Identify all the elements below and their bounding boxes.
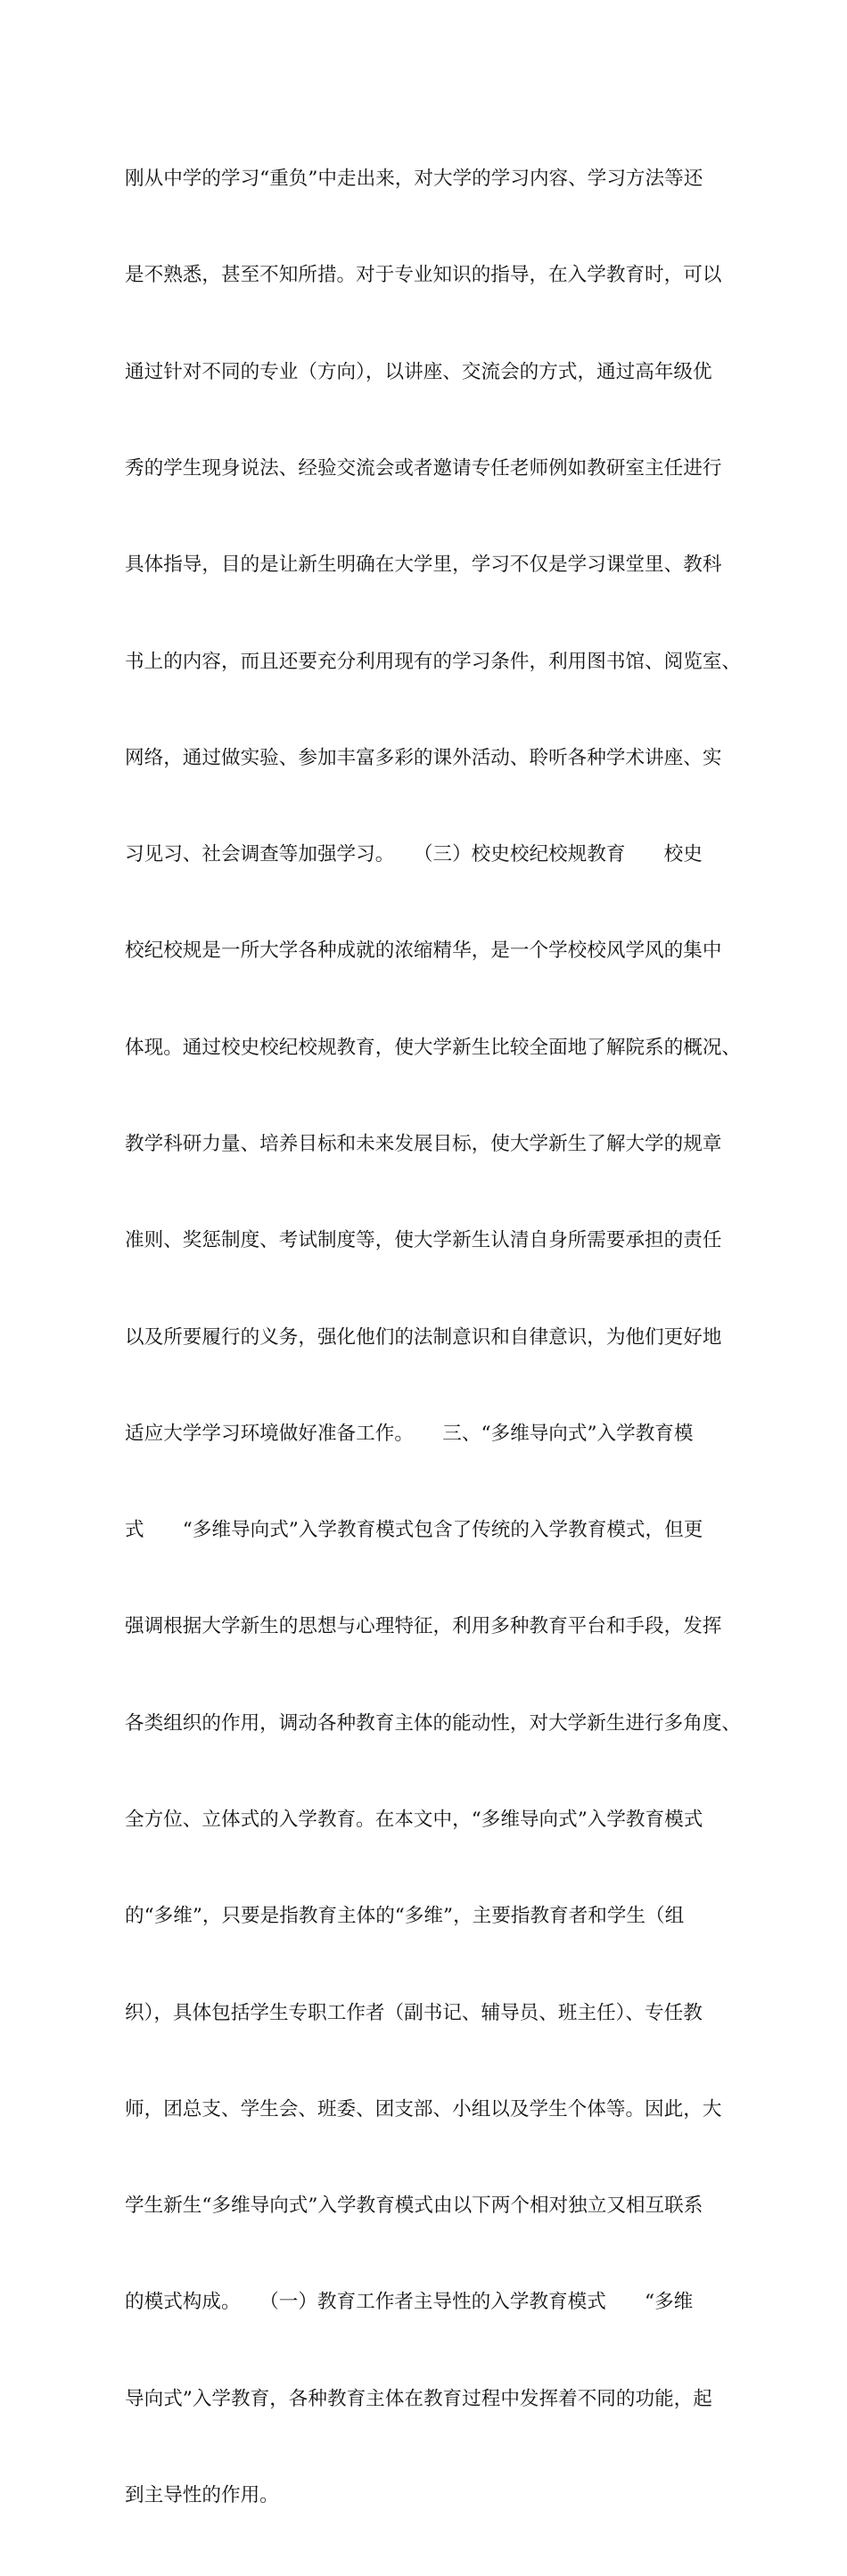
text-line: 以及所要履行的义务，强化他们的法制意识和自律意识，为他们更好地 xyxy=(125,1325,722,1349)
text-line: 全方位、立体式的入学教育。在本文中，“多维导向式”入学教育模式 xyxy=(125,1808,703,1831)
text-line: 导向式”入学教育，各种教育主体在教育过程中发挥着不同的功能，起 xyxy=(125,2387,712,2410)
text-line: 各类组织的作用，调动各种教育主体的能动性，对大学新生进行多角度、 xyxy=(125,1711,742,1735)
text-line: 式 “多维导向式”入学教育模式包含了传统的入学教育模式，但更 xyxy=(125,1519,703,1542)
text-line: 习见习、社会调查等加强学习。 （三）校史校纪校规教育 校史 xyxy=(125,843,703,866)
text-line: 秀的学生现身说法、经验交流会或者邀请专任老师例如教研室主任进行 xyxy=(125,457,722,480)
text-line: 学生新生“多维导向式”入学教育模式由以下两个相对独立又相互联系 xyxy=(125,2195,703,2218)
text-line: 的“多维”，只要是指教育主体的“多维”，主要指教育者和学生（组 xyxy=(125,1905,685,1928)
text-line: 体现。通过校史校纪校规教育，使大学新生比较全面地了解院系的概况、 xyxy=(125,1036,742,1059)
text-line: 师，团总支、学生会、班委、团支部、小组以及学生个体等。因此，大 xyxy=(125,2097,722,2121)
text-line: 网络，通过做实验、参加丰富多彩的课外活动、聆听各种学术讲座、实 xyxy=(125,746,722,769)
text-line: 准则、奖惩制度、考试制度等，使大学新生认清自身所需要承担的责任 xyxy=(125,1229,722,1252)
text-line: 到主导性的作用。 xyxy=(125,2483,279,2506)
text-line: 织），具体包括学生专职工作者（副书记、辅导员、班主任）、专任教 xyxy=(125,2001,703,2024)
text-line: 校纪校规是一所大学各种成就的浓缩精华，是一个学校校风学风的集中 xyxy=(125,939,722,963)
text-line: 是不熟悉，甚至不知所措。对于专业知识的指导，在入学教育时，可以 xyxy=(125,264,722,287)
text-line: 具体指导，目的是让新生明确在大学里，学习不仅是学习课堂里、教科 xyxy=(125,554,722,577)
text-line: 书上的内容，而且还要充分利用现有的学习条件，利用图书馆、阅览室、 xyxy=(125,650,742,673)
text-line: 的模式构成。 （一）教育工作者主导性的入学教育模式 “多维 xyxy=(125,2291,694,2314)
text-line: 刚从中学的学习“重负”中走出来，对大学的学习内容、学习方法等还 xyxy=(125,168,703,191)
body-text xyxy=(125,99,740,2576)
text-line: 强调根据大学新生的思想与心理特征，利用多种教育平台和手段，发挥 xyxy=(125,1615,722,1638)
text-line: 教学科研力量、培养目标和未来发展目标，使大学新生了解大学的规章 xyxy=(125,1133,722,1155)
text-line: 通过针对不同的专业（方向），以讲座、交流会的方式，通过高年级优 xyxy=(125,360,712,383)
text-line: 适应大学学习环境做好准备工作。 三、“多维导向式”入学教育模 xyxy=(125,1422,694,1445)
